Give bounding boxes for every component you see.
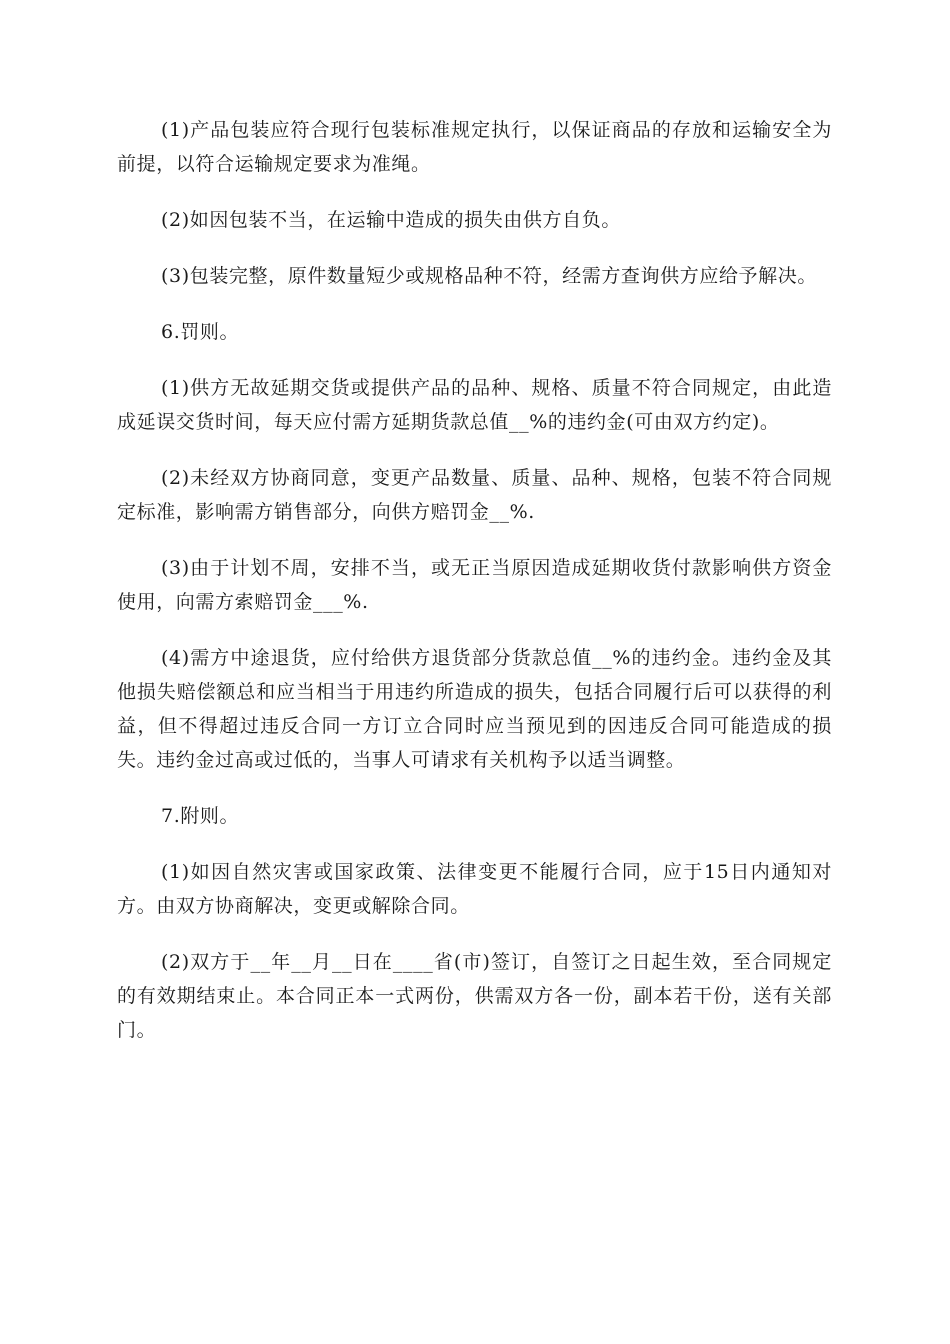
clause-force-majeure: (1)如因自然灾害或国家政策、法律变更不能履行合同，应于15日内通知对方。由双方协商解决，变更或解除合同。 <box>117 861 832 917</box>
section-heading-penalties: 6.罚则。 <box>161 321 240 343</box>
clause-penalty-late-delivery: (1)供方无故延期交货或提供产品的品种、规格、质量不符合同规定，由此造成延误交货时间，每天应付需方延期货款总值__%的违约金(可由双方约定)。 <box>117 377 832 433</box>
clause-packaging-loss: (2)如因包装不当，在运输中造成的损失由供方自负。 <box>161 209 621 231</box>
clause-penalty-return: (4)需方中途退货，应付给供方退货部分货款总值__%的违约金。违约金及其他损失赔偿额总和应当相当于用违约所造成的损失，包括合同履行后可以获得的利益，但不得超过违反合同一方订立合同时应当预见到的因违反合同可能造成的损失。违约金过高或过低的，当事人可请求有关机构予以适当调整。 <box>117 647 832 771</box>
clause-penalty-unilateral-change: (2)未经双方协商同意，变更产品数量、质量、品种、规格，包装不符合同规定标准，影响需方销售部分，向供方赔罚金__%. <box>117 467 832 523</box>
section-heading-supplementary: 7.附则。 <box>161 805 240 827</box>
clause-packaging-shortage: (3)包装完整，原件数量短少或规格品种不符，经需方查询供方应给予解决。 <box>161 265 817 287</box>
clause-signing-effective: (2)双方于__年__月__日在____省(市)签订，自签订之日起生效，至合同规定的有效期结束止。本合同正本一式两份，供需双方各一份，副本若干份，送有关部门。 <box>117 951 832 1041</box>
clause-penalty-late-payment: (3)由于计划不周，安排不当，或无正当原因造成延期收货付款影响供方资金使用，向需方索赔罚金___%. <box>117 557 832 613</box>
clause-packaging-standard: (1)产品包装应符合现行包装标准规定执行，以保证商品的存放和运输安全为前提，以符合运输规定要求为准绳。 <box>117 119 832 175</box>
